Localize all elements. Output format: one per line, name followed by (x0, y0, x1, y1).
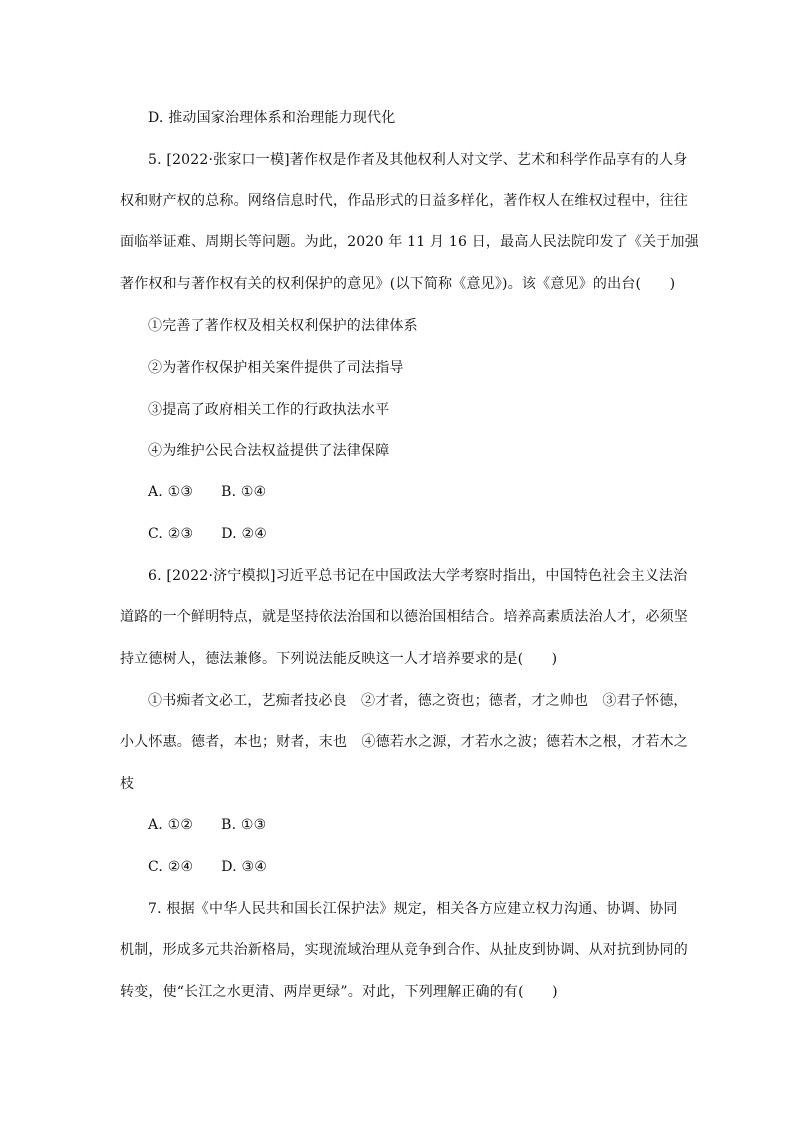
q6-statements-line-1: ①书痴者文必工，艺痴者技必良 ②才者，德之资也；德者，才之帅也 ③君子怀德， (148, 693, 688, 709)
q6-options-row-1 (148, 815, 266, 835)
q6-stem-line-3: 持立德树人，德法兼修。下列说法能反映这一人才培养要求的是( ) (120, 651, 558, 667)
q6-statements-line-3: 枝 (120, 776, 135, 792)
q5-options-row-1 (148, 482, 266, 502)
q5-stem-line-1: 5. [2022·张家口一模]著作权是作者及其他权利人对文学、艺术和科学作品享有的人身 (148, 152, 688, 168)
q6-stem-line-1: 6. [2022·济宁模拟]习近平总书记在中国政法大学考察时指出，中国特色社会主义法治 (148, 568, 688, 584)
q6-options-row-2 (148, 857, 267, 877)
q5-option-a: A. ①③ (148, 484, 194, 500)
q5-stem-line-4: 著作权和与著作权有关的权利保护的意见》(以下简称《意见》)。该《意见》的出台( ) (120, 276, 676, 292)
q7-stem-line-2: 机制，形成多元共治新格局，实现流域治理从竞争到合作、从扯皮到协调、从对抗到协同的 (120, 942, 688, 958)
q6-statements-line-2: 小人怀惠。德者，本也；财者，末也 ④德若水之源，才若水之波；德若木之根，才若木之 (120, 734, 688, 750)
q6-option-b: B. ①③ (221, 817, 267, 833)
q5-statement-2: ②为著作权保护相关案件提供了司法指导 (148, 360, 404, 376)
q5-statement-3: ③提高了政府相关工作的行政执法水平 (148, 402, 390, 418)
q5-option-c: C. ②③ (148, 526, 194, 542)
q5-statement-4: ④为维护公民合法权益提供了法律保障 (148, 443, 390, 459)
q7-stem-line-3: 转变，使“长江之水更清、两岸更绿”。对此，下列理解正确的有( ) (120, 984, 558, 1000)
q4-option-d: D. 推动国家治理体系和治理能力现代化 (148, 110, 396, 126)
q5-option-b: B. ①④ (221, 484, 267, 500)
q6-option-a: A. ①② (148, 817, 194, 833)
q5-option-d: D. ②④ (221, 526, 267, 542)
q6-option-c: C. ②④ (148, 859, 194, 875)
q7-stem-line-1: 7. 根据《中华人民共和国长江保护法》规定，相关各方应建立权力沟通、协调、协同 (148, 901, 678, 917)
q6-stem-line-2: 道路的一个鲜明特点，就是坚持依法治国和以德治国相结合。培养高素质法治人才，必须坚 (120, 609, 688, 625)
q6-option-d: D. ③④ (221, 859, 267, 875)
q5-stem-line-2: 权和财产权的总称。网络信息时代，作品形式的日益多样化，著作权人在维权过程中，往往 (120, 193, 688, 209)
q5-stem-line-3: 面临举证难、周期长等问题。为此，2020 年 11 月 16 日，最高人民法院印发了《关于加强 (120, 234, 699, 250)
q5-statement-1: ①完善了著作权及相关权利保护的法律体系 (148, 318, 418, 334)
q5-options-row-2 (148, 524, 267, 544)
